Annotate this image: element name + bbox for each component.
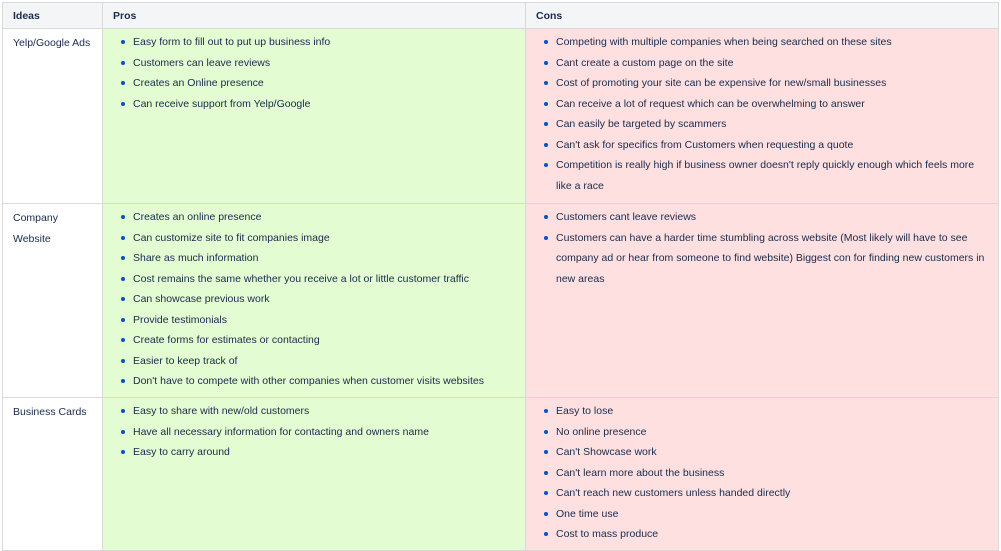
table-row [3, 204, 999, 398]
pros-list [113, 32, 515, 114]
list-item: Have all necessary information for contacting and owners name [133, 422, 515, 443]
list-item: Creates an Online presence [133, 73, 515, 94]
list-item: Can't Showcase work [556, 442, 988, 463]
list-item: Cost to mass produce [556, 524, 988, 545]
header-pros[interactable]: Pros [103, 3, 526, 29]
list-item: Can showcase previous work [133, 289, 515, 310]
cons-list [536, 401, 988, 545]
cons-cell[interactable] [526, 29, 999, 204]
list-item: Create forms for estimates or contacting [133, 330, 515, 351]
list-item: Competition is really high if business owner doesn't reply quickly enough which feels more like a race [556, 155, 988, 196]
list-item: Cost of promoting your site can be expensive for new/small businesses [556, 73, 988, 94]
table-row [3, 398, 999, 551]
list-item: Easy to lose [556, 401, 988, 422]
list-item: Easier to keep track of [133, 351, 515, 372]
list-item: Can receive a lot of request which can be overwhelming to answer [556, 94, 988, 115]
header-ideas[interactable]: Ideas [3, 3, 103, 29]
list-item: Easy to share with new/old customers [133, 401, 515, 422]
table-row [3, 29, 999, 204]
list-item: Provide testimonials [133, 310, 515, 331]
pros-list [113, 401, 515, 463]
list-item: Customers can have a harder time stumbling across website (Most likely will have to see company ad or hear from someone to find website) Biggest con for finding new customers in new areas [556, 228, 988, 290]
pros-cell[interactable] [103, 398, 526, 551]
list-item: Customers cant leave reviews [556, 207, 988, 228]
cons-list [536, 32, 988, 196]
list-item: Can't ask for specifics from Customers when requesting a quote [556, 135, 988, 156]
cons-cell[interactable] [526, 204, 999, 398]
pros-cons-table [2, 2, 999, 551]
list-item: Can easily be targeted by scammers [556, 114, 988, 135]
pros-list [113, 207, 515, 392]
list-item: Easy form to fill out to put up business info [133, 32, 515, 53]
list-item: Customers can leave reviews [133, 53, 515, 74]
pros-cell[interactable] [103, 204, 526, 398]
list-item: Can't reach new customers unless handed directly [556, 483, 988, 504]
list-item: One time use [556, 504, 988, 525]
list-item: Easy to carry around [133, 442, 515, 463]
list-item: Share as much information [133, 248, 515, 269]
list-item: Can customize site to fit companies image [133, 228, 515, 249]
idea-cell[interactable]: Yelp/Google Ads [3, 29, 103, 204]
cons-list [536, 207, 988, 289]
pros-cell[interactable] [103, 29, 526, 204]
idea-cell[interactable]: Company Website [3, 204, 103, 398]
cons-cell[interactable] [526, 398, 999, 551]
list-item: No online presence [556, 422, 988, 443]
list-item: Don't have to compete with other companies when customer visits websites [133, 371, 515, 392]
header-cons[interactable]: Cons [526, 3, 999, 29]
list-item: Can't learn more about the business [556, 463, 988, 484]
idea-cell[interactable]: Business Cards [3, 398, 103, 551]
header-row [3, 3, 999, 29]
list-item: Cant create a custom page on the site [556, 53, 988, 74]
list-item: Competing with multiple companies when being searched on these sites [556, 32, 988, 53]
list-item: Creates an online presence [133, 207, 515, 228]
list-item: Can receive support from Yelp/Google [133, 94, 515, 115]
list-item: Cost remains the same whether you receive a lot or little customer traffic [133, 269, 515, 290]
